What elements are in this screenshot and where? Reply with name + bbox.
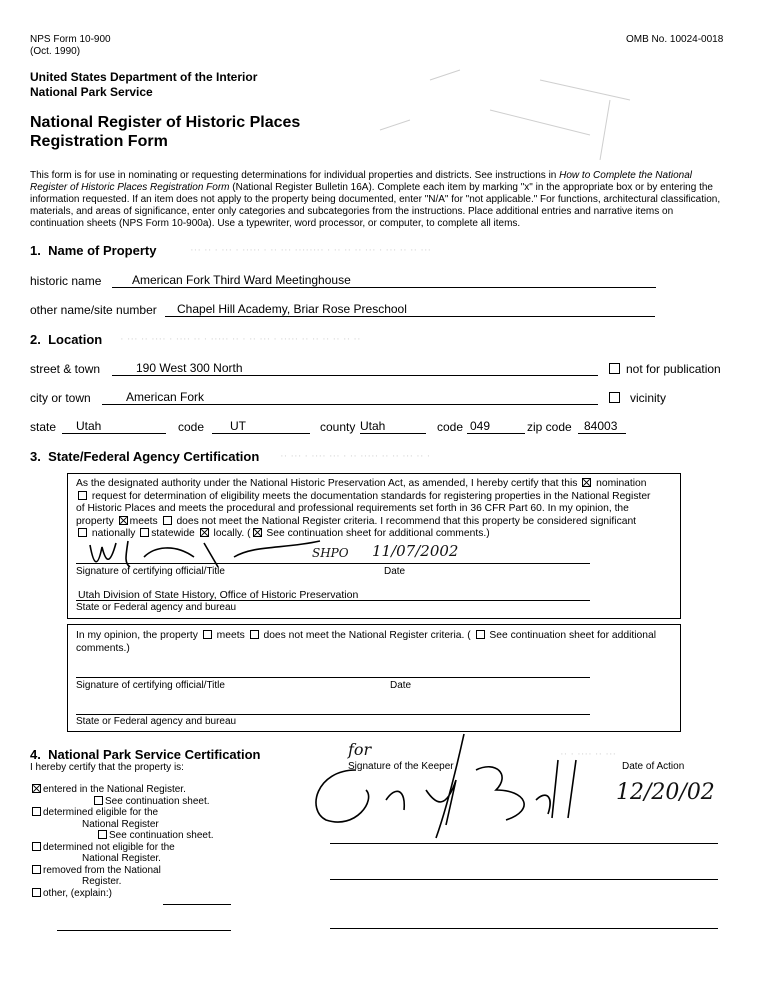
nationally-checkbox[interactable]	[78, 528, 87, 537]
form-title-line1: National Register of Historic Places	[30, 114, 301, 131]
keeper-label: Signature of the Keeper	[348, 761, 454, 772]
eligible-checkbox[interactable]	[32, 807, 41, 816]
continuation-checkbox-2[interactable]	[476, 630, 485, 639]
county-code-field[interactable]: 049	[470, 419, 491, 433]
certification-text-2: In my opinion, the property meets does not meet the National Register criteria. ( See continuation sheet for additional comments.)	[76, 630, 656, 654]
county-label: county	[320, 420, 356, 434]
signature-label-2: Signature of certifying official/Title	[76, 680, 225, 691]
keeper-signature	[296, 730, 596, 840]
state-code-field[interactable]: UT	[230, 419, 246, 433]
signature-label-1: Signature of certifying official/Title	[76, 566, 225, 577]
request-checkbox[interactable]	[78, 491, 87, 500]
locally-checkbox[interactable]	[200, 528, 209, 537]
vicinity-checkbox[interactable]	[609, 392, 620, 403]
department: United States Department of the Interior	[30, 70, 258, 84]
state-field[interactable]: Utah	[76, 419, 102, 433]
street-label: street & town	[30, 362, 101, 376]
other-checkbox[interactable]	[32, 888, 41, 897]
does-not-meet-checkbox-2[interactable]	[250, 630, 259, 639]
nomination-checkbox[interactable]	[582, 478, 591, 487]
eligible-continuation-checkbox[interactable]	[98, 830, 107, 839]
vicinity-label: vicinity	[630, 391, 667, 405]
faint-bleed-text-4: ·· · ···· ·· ···	[560, 748, 617, 760]
county-code-label: code	[437, 420, 464, 434]
zip-field[interactable]: 84003	[584, 419, 618, 433]
other-name-field[interactable]: Chapel Hill Academy, Briar Rose Preschool	[177, 302, 407, 316]
nps-options: entered in the National Register. See continuation sheet. determined eligible for the National Register See continuation sheet. determined not eligible for the National Register. removed from the National Register. other, (explain:)	[30, 784, 260, 899]
date-label-2: Date	[390, 680, 412, 691]
faint-stamp-marks	[340, 40, 640, 160]
meets-checkbox[interactable]	[119, 516, 128, 525]
section-2-heading: 2. Location	[30, 332, 103, 347]
does-not-meet-checkbox[interactable]	[163, 516, 172, 525]
continuation-checkbox[interactable]	[253, 528, 262, 537]
faint-bleed-text-2: · ··· ·· ···· · ···· ·· · ····· ·· · ·· ··· · ····· ·· ·· ·· ·· ·· ··	[120, 333, 361, 345]
agency-label-2: State or Federal agency and bureau	[76, 716, 237, 727]
certify-text: I hereby certify that the property is:	[30, 762, 184, 773]
handwritten-action-date: 12/20/02	[616, 780, 715, 805]
agency-label-1: State or Federal agency and bureau	[76, 602, 237, 613]
form-title-line2: Registration Form	[30, 133, 168, 150]
not-for-publication-label: not for publication	[626, 362, 721, 376]
historic-name-field[interactable]: American Fork Third Ward Meetinghouse	[132, 273, 351, 287]
city-field[interactable]: American Fork	[126, 390, 205, 404]
entered-continuation-checkbox[interactable]	[94, 796, 103, 805]
agency: National Park Service	[30, 85, 153, 99]
statewide-checkbox[interactable]	[140, 528, 149, 537]
form-number: NPS Form 10-900	[30, 34, 111, 45]
historic-name-label: historic name	[30, 274, 102, 288]
entered-checkbox[interactable]	[32, 784, 41, 793]
faint-bleed-text: ··· ·· · ··· · ····· · ·· ··· ········ · ·· ·· ·· ··· · ··· ·· ·· ···	[190, 244, 432, 256]
state-code-label: code	[178, 420, 205, 434]
intro-text: This form is for use in nominating or requesting determinations for individual properties and districts. See instructions in How to Complete the National Register of Historic Places Registration Form (National Register Bulletin 16A). Complete each item by marking "x" in the appropriate box or by entering the information requested. If an item does not apply to the property being documented, enter "N/A" for "not applicable." For functions, architectural classification, materials, and areas of significance, enter only categories and subcategories from the instructions. Place additional entries and narrative items on continuation sheets (NPS Form 10-900a). Use a typewriter, word processor, or computer, to complete all items.	[30, 170, 721, 229]
section-4-heading: 4. National Park Service Certification	[30, 747, 261, 762]
other-name-label: other name/site number	[30, 303, 157, 317]
zip-label: zip code	[527, 420, 572, 434]
faint-bleed-text-3: ·· ··· · ···· ··· · ·· ····· ·· ·· ··· ·· ·	[280, 450, 431, 462]
date-of-action-label: Date of Action	[622, 761, 685, 772]
not-eligible-checkbox[interactable]	[32, 842, 41, 851]
handwritten-date-1: 11/07/2002	[372, 542, 459, 560]
form-date: (Oct. 1990)	[30, 46, 81, 57]
section-1-heading: 1. Name of Property	[30, 243, 157, 258]
street-field[interactable]: 190 West 300 North	[136, 361, 243, 375]
handwritten-for: for	[348, 740, 372, 759]
section-3-heading: 3. State/Federal Agency Certification	[30, 449, 260, 464]
date-label-1: Date	[384, 566, 406, 577]
omb-number: OMB No. 10024-0018	[626, 34, 724, 45]
county-field[interactable]: Utah	[360, 419, 386, 433]
agency-field[interactable]: Utah Division of State History, Office of Historic Preservation	[78, 589, 359, 601]
not-for-publication-checkbox[interactable]	[609, 363, 620, 374]
state-label: state	[30, 420, 57, 434]
handwritten-title: SHPO	[312, 546, 349, 560]
removed-checkbox[interactable]	[32, 865, 41, 874]
certification-text-1: As the designated authority under the National Historic Preservation Act, as amended, I hereby certify that this nomination request for determination of eligibility meets the documentation standards for registering properties in the National Register of Historic Places and meets the procedural and professional requirements set forth in 36 CFR Part 60. In my opinion, the property meets does not meet the National Register criteria. I recommend that this property be considered significant nationally statewide locally. ( See continuation sheet for additional comments.)	[76, 478, 651, 539]
city-label: city or town	[30, 391, 91, 405]
meets-checkbox-2[interactable]	[203, 630, 212, 639]
